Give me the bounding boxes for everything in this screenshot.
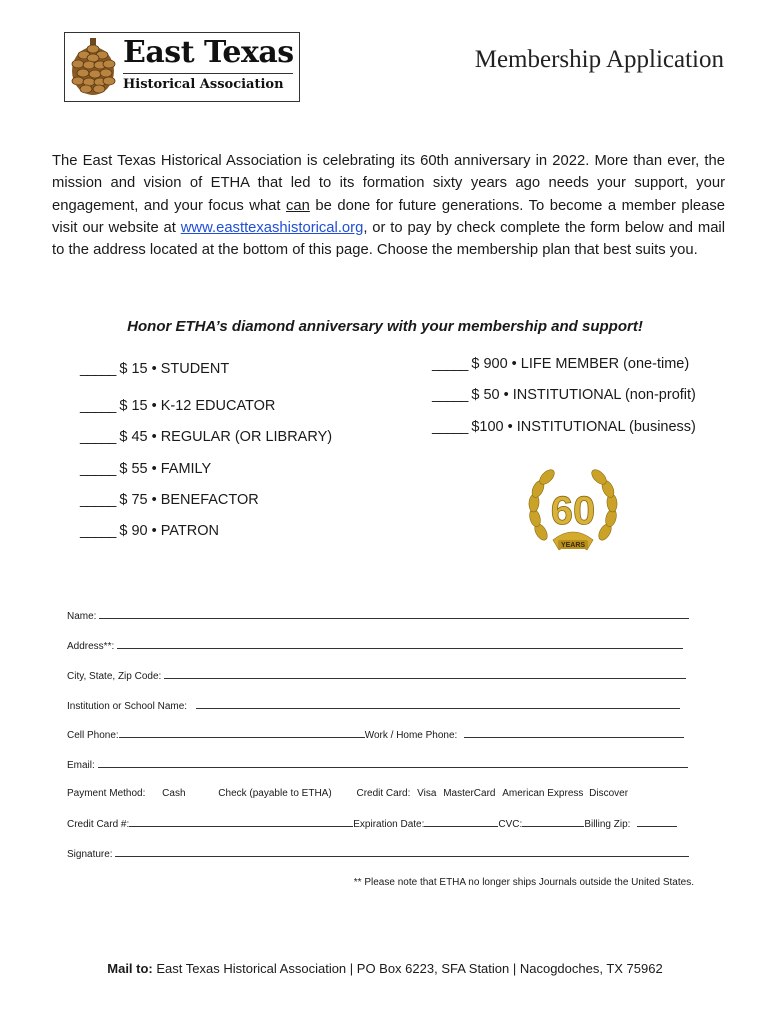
logo-title: East Texas [123, 35, 294, 70]
card-row [67, 817, 677, 830]
option-blank: _____ [432, 356, 468, 372]
option-blank: _____ [80, 361, 116, 377]
cvc-field[interactable] [522, 817, 584, 827]
billing-zip-label: Billing Zip: [584, 819, 631, 830]
mail-to-line [0, 961, 770, 976]
institution-field[interactable] [196, 699, 680, 709]
option-label: $ 15 • K-12 EDUCATOR [119, 398, 276, 414]
name-field[interactable] [99, 609, 689, 619]
option-blank: _____ [80, 429, 116, 445]
logo-divider [123, 73, 293, 74]
intro-emphasis: can [286, 197, 310, 214]
badge-word: YEARS [560, 542, 586, 549]
option-label: $ 15 • STUDENT [119, 361, 230, 377]
intro-paragraph [52, 150, 725, 261]
option-label: $100 • INSTITUTIONAL (business) [471, 419, 696, 435]
badge-number: 60 [550, 489, 596, 533]
email-row [67, 758, 688, 771]
option-k12-educator[interactable] [80, 398, 275, 414]
card-number-label: Credit Card #: [67, 819, 130, 830]
intro-text-3: , or to pay by check complete the form below and mail to the address located at the bottom of this page. Choose the membership plan that best suits you. [52, 219, 726, 259]
city-field[interactable] [164, 669, 686, 679]
option-benefactor[interactable] [80, 492, 259, 508]
email-label: Email: [67, 760, 95, 771]
work-phone-label: Work / Home Phone: [364, 730, 458, 741]
work-phone-field[interactable] [464, 728, 684, 738]
address-field[interactable] [117, 639, 683, 649]
pinecone-icon [69, 37, 117, 97]
payment-row [67, 788, 628, 799]
institution-label: Institution or School Name: [67, 701, 188, 712]
option-life-member[interactable] [432, 356, 689, 372]
expiration-field[interactable] [424, 817, 498, 827]
institution-row [67, 699, 680, 712]
amex-option[interactable]: American Express [502, 788, 584, 799]
name-label: Name: [67, 611, 97, 622]
address-row [67, 639, 683, 652]
card-number-field[interactable] [129, 817, 353, 827]
logo [64, 32, 300, 102]
anniversary-badge-icon [523, 462, 623, 562]
mail-label: Mail to: [107, 961, 153, 976]
phone-row [67, 728, 684, 741]
credit-card-label: Credit Card: [356, 788, 411, 799]
mail-address: East Texas Historical Association | PO Box 6223, SFA Station | Nacogdoches, TX 75962 [152, 961, 663, 976]
option-institutional-business[interactable] [432, 419, 696, 435]
option-label: $ 55 • FAMILY [119, 461, 212, 477]
visa-option[interactable]: Visa [417, 788, 437, 799]
intro-text-2: be done for future generations. To become a member please visit our website at [52, 197, 725, 236]
billing-zip-field[interactable] [637, 817, 677, 827]
option-blank: _____ [80, 523, 116, 539]
option-label: $ 90 • PATRON [119, 523, 219, 539]
expiration-label: Expiration Date: [353, 819, 425, 830]
option-label: $ 75 • BENEFACTOR [119, 492, 259, 508]
discover-option[interactable]: Discover [589, 788, 629, 799]
option-label: $ 45 • REGULAR (OR LIBRARY) [119, 429, 333, 445]
option-blank: _____ [432, 387, 468, 403]
signature-field[interactable] [115, 847, 689, 857]
honor-heading: Honor ETHA’s diamond anniversary with your membership and support! [127, 318, 643, 335]
cash-option[interactable]: Cash [162, 788, 186, 799]
signature-row [67, 847, 689, 860]
signature-label: Signature: [67, 849, 113, 860]
shipping-note: ** Please note that ETHA no longer ships Journals outside the United States. [353, 877, 694, 888]
option-blank: _____ [80, 492, 116, 508]
option-family[interactable] [80, 461, 211, 477]
option-patron[interactable] [80, 523, 219, 539]
document-title: Membership Application [474, 46, 724, 73]
logo-subtitle: Historical Association [123, 77, 284, 92]
option-institutional-nonprofit[interactable] [432, 387, 696, 403]
option-blank: _____ [80, 398, 116, 414]
option-blank: _____ [80, 461, 116, 477]
city-row [67, 669, 686, 682]
intro-text-1: The East Texas Historical Association is celebrating its 60th anniversary in 2022. More than ever, the mission and vision of ETHA that led to its formation sixty years ago needs your support, your engagement, and your focus what [52, 153, 725, 214]
check-option[interactable]: Check (payable to ETHA) [218, 788, 332, 799]
cell-phone-label: Cell Phone: [67, 730, 119, 741]
payment-method-label: Payment Method: [67, 788, 146, 799]
option-blank: _____ [432, 419, 468, 435]
address-label: Address**: [67, 641, 115, 652]
option-student[interactable] [80, 361, 229, 377]
option-label: $ 50 • INSTITUTIONAL (non-profit) [471, 387, 696, 403]
option-label: $ 900 • LIFE MEMBER (one-time) [471, 356, 690, 372]
option-regular[interactable] [80, 429, 332, 445]
name-row [67, 609, 689, 622]
cvc-label: CVC: [498, 819, 523, 830]
website-link[interactable]: www.easttexashistorical.org [180, 219, 364, 236]
cell-phone-field[interactable] [119, 728, 365, 738]
mastercard-option[interactable]: MasterCard [443, 788, 496, 799]
email-field[interactable] [98, 758, 688, 768]
city-label: City, State, Zip Code: [67, 671, 162, 682]
